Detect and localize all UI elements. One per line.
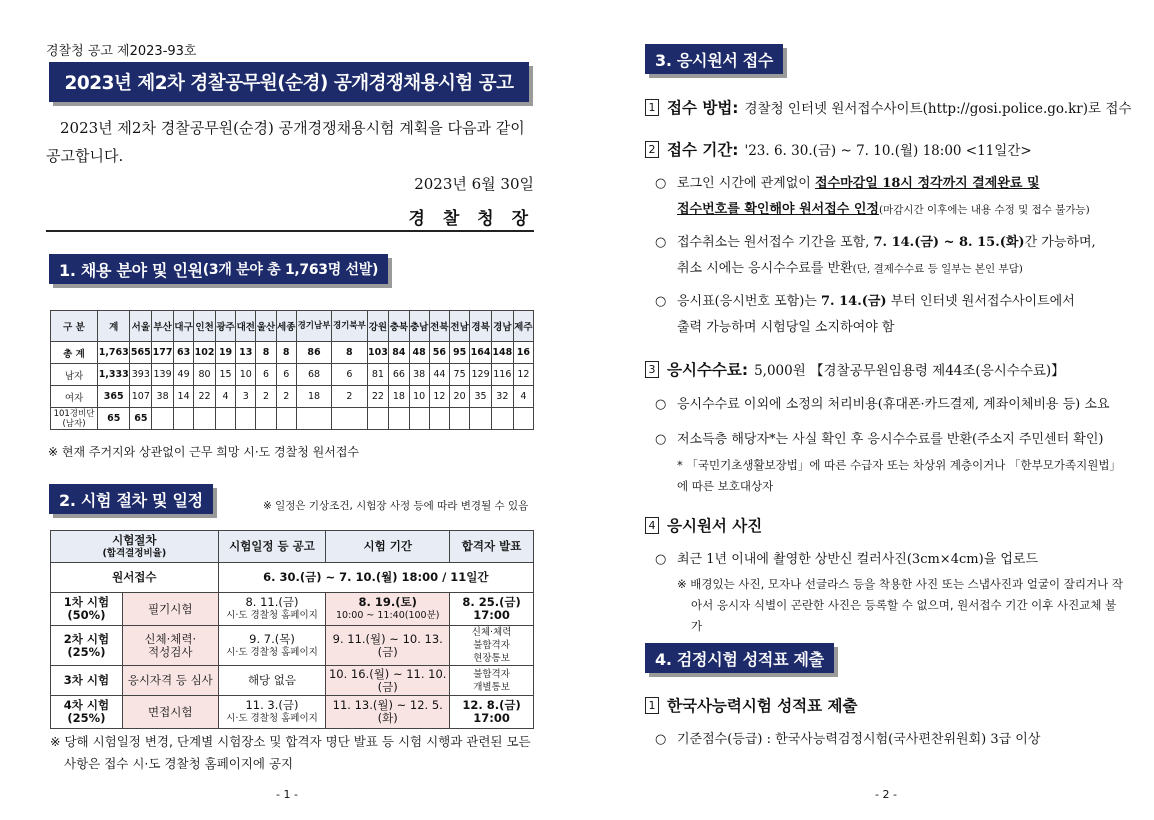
stage-2-name: [122, 626, 218, 666]
schedule-footnote: ※ 당해 시험일정 변경, 단계별 시험장소 및 합격자 명단 발표 등 시험 시행과 관련된 모든 사항은 접수 시·도 경찰청 홈페이지에 공지: [50, 734, 531, 771]
apply-period: 6. 30.(금) ~ 7. 10.(월) 18:00 / 11일간: [218, 563, 533, 593]
t1-header-cell: 부산: [152, 311, 174, 342]
bullet-fee-extra: ○ 응시수수료 이외에 소정의 처리비용(휴대폰·카드결제, 계좌이체비용 등) 소요: [655, 397, 1110, 412]
t1-cell: 12: [513, 364, 533, 386]
th-procedure: [51, 531, 219, 563]
bullet-cancel-refund: 취소 시에는 응시수수료를 반환: [677, 261, 853, 276]
item-fee-num: 3: [645, 361, 659, 378]
stage-2-result: [450, 626, 534, 666]
item-photo-num: 4: [645, 517, 659, 534]
stage-2-name-1: 신체·체력·: [144, 631, 197, 646]
item-photo-label: 응시원서 사진: [667, 517, 763, 535]
notice-number: 경찰청 공고 제2023-93호: [46, 44, 197, 59]
t1-row-label: 여자: [51, 386, 98, 408]
t1-cell: 116: [491, 364, 513, 386]
stage-3-notice: 해당 없음: [218, 666, 326, 696]
bullet-cancel-dates: 7. 14.(금) ~ 8. 15.(화): [873, 235, 1025, 250]
bullet-ticket-date: 7. 14.(금): [821, 294, 887, 309]
t1-cell: [409, 408, 429, 430]
item-method-num: 1: [645, 99, 659, 116]
t1-header-cell: 계: [98, 311, 130, 342]
t1-header-cell: 충북: [389, 311, 409, 342]
photo-note: ※ 배경있는 사진, 모자나 선글라스 등을 착용한 사진 또는 스냅사진과 얼굴이 잘리거나 작아서 응시자 식별이 곤란한 사진은 등록할 수 없으며, 원서접수 기간 이후 사진교체 불가: [677, 577, 1123, 633]
section-1-header: [49, 254, 388, 284]
stage-1-period: [326, 593, 450, 626]
t1-cell: [215, 408, 235, 430]
t1-cell: 1,333: [98, 364, 130, 386]
t1-cell: 139: [152, 364, 174, 386]
t1-cell: 2: [276, 386, 296, 408]
t1-cell: 6: [332, 364, 367, 386]
stage-4: [51, 696, 123, 729]
item-photo: [645, 514, 762, 536]
t1-row-label: 총 계: [51, 342, 98, 364]
item-method: [645, 96, 1131, 118]
bullet-cancel-small: (단, 결제수수료 등 일부는 본인 부담): [852, 263, 1023, 275]
t1-cell: 38: [409, 364, 429, 386]
page-number-1: - 1 -: [276, 788, 298, 801]
t1-cell: [152, 408, 174, 430]
t1-cell: 4: [513, 386, 533, 408]
t1-header-cell: 전북: [429, 311, 449, 342]
t1-cell: [173, 408, 193, 430]
stage-2-period: 9. 11.(월) ~ 10. 13.(금): [326, 626, 450, 666]
stage-3: 3차 시험: [51, 666, 123, 696]
t1-cell: 164: [470, 342, 492, 364]
stage-1-result: [450, 593, 534, 626]
stage-4-result-time: 17:00: [473, 711, 510, 725]
bullet-low-income: ○ 저소득층 해당자*는 사실 확인 후 응시수수료를 반환(주소지 주민센터 확인): [655, 432, 1104, 447]
divider: [46, 230, 534, 232]
bullet-photo: ○ 최근 1년 이내에 촬영한 상반신 컬러사진(3cm×4cm)을 업로드: [655, 552, 1039, 567]
t1-cell: 2: [332, 386, 367, 408]
t1-row-label: 남자: [51, 364, 98, 386]
stage-1-notice: [218, 593, 326, 626]
stage-2-result-1: 신체·체력: [471, 627, 512, 638]
t1-cell: 102: [194, 342, 216, 364]
t1-cell: [367, 408, 389, 430]
stage-1-period-date: 8. 19.(토): [358, 595, 417, 609]
t1-cell: 95: [449, 342, 469, 364]
bullet-history-text: 기준점수(등급) : 한국사능력검정시험(국사편찬위원회) 3급 이상: [677, 732, 1041, 747]
table-row: [51, 364, 534, 386]
stage-2-ratio: (25%): [67, 644, 106, 659]
t1-header-cell: 구 분: [51, 311, 98, 342]
th-notice: 시험일정 등 공고: [218, 531, 326, 563]
t1-header-cell: 경기남부: [296, 311, 331, 342]
stage-3-result-2: 개별통보: [473, 681, 510, 693]
bullet-ticket-text-3: 출력 가능하며 시험당일 소지하여야 함: [677, 320, 895, 335]
t1-cell: 148: [491, 342, 513, 364]
t1-cell: 8: [256, 342, 276, 364]
t1-cell: 107: [130, 386, 152, 408]
table-row: [51, 386, 534, 408]
t1-header-cell: 인천: [194, 311, 216, 342]
bullet-cancel-text: 접수취소는 원서접수 기간을 포함,: [677, 235, 874, 250]
table-row: [51, 408, 534, 430]
stage-2-notice-where: 시·도 경찰청 홈페이지: [226, 646, 318, 658]
t1-row-label: 101경비단(남자): [51, 408, 98, 430]
t1-cell: [389, 408, 409, 430]
item-history-exam: [645, 694, 857, 716]
schedule-note: ※ 일정은 기상조건, 시험장 사정 등에 따라 변경될 수 있음: [263, 500, 529, 512]
t1-cell: 18: [296, 386, 331, 408]
t1-cell: 48: [409, 342, 429, 364]
t1-cell: 65: [98, 408, 130, 430]
t1-cell: [470, 408, 492, 430]
stage-3-period: 10. 16.(월) ~ 11. 10.(금): [326, 666, 450, 696]
bullet-ticket-text: 응시표(응시번호 포함)는: [677, 294, 821, 309]
t1-cell: 16: [513, 342, 533, 364]
item-period-label: 접수 기간:: [667, 141, 739, 159]
bullet-history: ○ 기준점수(등급) : 한국사능력검정시험(국사편찬위원회) 3급 이상: [655, 732, 1041, 747]
t1-cell: 6: [276, 364, 296, 386]
t1-cell: 14: [173, 386, 193, 408]
stage-4-notice-where: 시·도 경찰청 홈페이지: [226, 713, 318, 724]
t1-cell: [449, 408, 469, 430]
bullet-deadline-underline-1: 접수마감일 18시 정각까지 결제완료 및: [814, 176, 1040, 191]
t1-cell: 22: [194, 386, 216, 408]
stage-4-ratio: (25%): [67, 711, 106, 725]
section-3-title: 3. 응시원서 접수: [655, 50, 774, 70]
section-4-header: [645, 643, 834, 673]
t1-header-cell: 울산: [256, 311, 276, 342]
stage-1-period-time: 10:00 ~ 11:40(100분): [335, 610, 440, 621]
t1-header-cell: 충남: [409, 311, 429, 342]
stage-3-name: 응시자격 등 심사: [122, 666, 218, 696]
t1-header-cell: 강원: [367, 311, 389, 342]
bullet-photo-text: 최근 1년 이내에 촬영한 상반신 컬러사진(3cm×4cm)을 업로드: [677, 552, 1039, 567]
stage-4-label: 4차 시험: [63, 698, 110, 712]
stage-1-notice-where: 시·도 경찰청 홈페이지: [226, 610, 318, 621]
t1-cell: [332, 408, 367, 430]
t1-cell: 103: [367, 342, 389, 364]
t1-cell: 86: [296, 342, 331, 364]
item-method-label: 접수 방법:: [667, 99, 739, 117]
stage-2-result-3: 현장통보: [473, 653, 510, 664]
item-history-num: 1: [645, 697, 659, 714]
item-history-label: 한국사능력시험 성적표 제출: [667, 697, 858, 715]
t1-cell: [236, 408, 256, 430]
t1-cell: 4: [215, 386, 235, 408]
stage-1-result-date: 8. 25.(금): [462, 595, 521, 609]
t1-cell: 68: [296, 364, 331, 386]
t1-header-cell: 경기북부: [332, 311, 367, 342]
table-row: [51, 342, 534, 364]
t1-cell: 20: [449, 386, 469, 408]
stage-2-notice-date: 9. 7.(목): [249, 631, 295, 646]
t1-cell: 6: [256, 364, 276, 386]
t1-cell: [429, 408, 449, 430]
t1-cell: 19: [215, 342, 235, 364]
t1-cell: [194, 408, 216, 430]
stage-2-name-2: 적성검사: [148, 644, 193, 659]
t1-cell: 75: [449, 364, 469, 386]
th-procedure-sub: (합격결정비율): [102, 547, 167, 559]
stage-1-notice-date: 8. 11.(금): [245, 595, 299, 609]
t1-cell: 18: [389, 386, 409, 408]
section-2-title: 2. 시험 절차 및 일정: [59, 490, 203, 510]
t1-cell: 8: [276, 342, 296, 364]
stage-4-period: 11. 13.(월) ~ 12. 5.(화): [326, 696, 450, 729]
stage-1: [51, 593, 123, 626]
t1-cell: 65: [130, 408, 152, 430]
t1-cell: 2: [256, 386, 276, 408]
stage-1-label: 1차 시험: [63, 595, 110, 609]
th-period: 시험 기간: [326, 531, 450, 563]
t1-cell: 56: [429, 342, 449, 364]
stage-4-name: 면접시험: [122, 696, 218, 729]
th-result: 합격자 발표: [450, 531, 534, 563]
stage-4-notice-date: 11. 3.(금): [245, 698, 299, 712]
t1-cell: 13: [236, 342, 256, 364]
section-1-title: 1. 채용 분야 및 인원: [59, 260, 203, 280]
t1-cell: 32: [491, 386, 513, 408]
t1-cell: 12: [429, 386, 449, 408]
t1-cell: 38: [152, 386, 174, 408]
t1-cell: 15: [215, 364, 235, 386]
item-method-text: 경찰청 인터넷 원서접수사이트(http://gosi.police.go.kr)로 접수: [744, 101, 1132, 117]
t1-cell: 81: [367, 364, 389, 386]
t1-header-cell: 서울: [130, 311, 152, 342]
t1-cell: 49: [173, 364, 193, 386]
stage-2-result-2: 불합격자: [473, 640, 510, 651]
intro-text: 2023년 제2차 경찰공무원(순경) 공개경쟁채용시험 계획을 다음과 같이 공고합니다.: [46, 119, 525, 165]
apply-label: 원서접수: [51, 563, 219, 593]
recruitment-table: [50, 310, 534, 430]
t1-cell: 3: [236, 386, 256, 408]
section-4-title: 4. 검정시험 성적표 제출: [655, 649, 824, 669]
stage-4-notice: [218, 696, 326, 729]
schedule-table: [50, 530, 534, 729]
stage-4-result: [450, 696, 534, 729]
stage-3-result-1: 불합격자: [473, 668, 510, 680]
t1-cell: [276, 408, 296, 430]
bullet-ticket: ○ 응시표(응시번호 포함)는 7. 14.(금) 부터 인터넷 원서접수사이트에서 출력 가능하며 시험당일 소지하여야 함: [655, 289, 1125, 341]
section-1-subtitle: (3개 분야 총 1,763명 선발): [202, 262, 379, 278]
item-fee-text: 5,000원 【경찰공무원임용령 제44조(응시수수료)】: [754, 363, 1065, 379]
t1-header-cell: 광주: [215, 311, 235, 342]
t1-cell: 10: [409, 386, 429, 408]
t1-header-cell: 세종: [276, 311, 296, 342]
stage-1-ratio: (50%): [67, 608, 106, 622]
signer: 경 찰 청 장: [408, 209, 534, 229]
stage-2: [51, 626, 123, 666]
t1-header-cell: 대전: [236, 311, 256, 342]
bullet-cancel-text-2: 간 가능하며,: [1024, 235, 1096, 250]
t1-cell: 35: [470, 386, 492, 408]
item-period-text: '23. 6. 30.(금) ~ 7. 10.(월) 18:00 <11일간>: [744, 143, 1032, 159]
page-number-2: - 2 -: [875, 788, 897, 801]
t1-cell: 84: [389, 342, 409, 364]
t1-header-cell: 경북: [470, 311, 492, 342]
section-3-header: [645, 44, 783, 74]
t1-cell: [256, 408, 276, 430]
t1-header-cell: 제주: [513, 311, 533, 342]
bullet-cancel: ○ 접수취소는 원서접수 기간을 포함, 7. 14.(금) ~ 8. 15.(화)간 가능하며, 취소 시에는 응시수수료를 반환(단, 결제수수료 등 일부는 본인 부담): [655, 235, 1096, 276]
bullet-deadline-small: (마감시간 이후에는 내용 수정 및 접수 불가능): [878, 204, 1090, 216]
recruitment-note: ※ 현재 주거지와 상관없이 근무 희망 시·도 경찰청 원서접수: [48, 445, 360, 459]
t1-cell: [513, 408, 533, 430]
stage-3-result: [450, 666, 534, 696]
t1-cell: 365: [98, 386, 130, 408]
bullet-ticket-text-2: 부터 인터넷 원서접수사이트에서: [886, 294, 1075, 309]
t1-cell: [491, 408, 513, 430]
bullet-fee-extra-text: 응시수수료 이외에 소정의 처리비용(휴대폰·카드결제, 계좌이체비용 등) 소요: [677, 397, 1110, 412]
page-title: 2023년 제2차 경찰공무원(순경) 공개경쟁채용시험 공고: [49, 62, 529, 102]
stage-2-label: 2차 시험: [63, 631, 110, 646]
stage-4-result-date: 12. 8.(금): [462, 698, 521, 712]
t1-cell: 8: [332, 342, 367, 364]
t1-cell: [296, 408, 331, 430]
t1-cell: 80: [194, 364, 216, 386]
notice-date: 2023년 6월 30일: [414, 175, 534, 193]
t1-cell: 22: [367, 386, 389, 408]
t1-cell: 44: [429, 364, 449, 386]
section-2-header: [49, 484, 213, 514]
stage-1-name: 필기시험: [122, 593, 218, 626]
item-fee: [645, 358, 1065, 380]
t1-header-cell: 대구: [173, 311, 193, 342]
t1-cell: 177: [152, 342, 174, 364]
stage-2-notice: [218, 626, 326, 666]
t1-cell: 63: [173, 342, 193, 364]
t1-cell: 565: [130, 342, 152, 364]
t1-cell: 129: [470, 364, 492, 386]
item-period-num: 2: [645, 141, 659, 158]
item-fee-label: 응시수수료:: [667, 361, 749, 379]
bullet-deadline-text: 로그인 시간에 관계없이: [677, 176, 815, 191]
t1-cell: 66: [389, 364, 409, 386]
bullet-deadline-underline-2: 접수번호를 확인해야 원서접수 인정: [677, 202, 879, 217]
t1-cell: 10: [236, 364, 256, 386]
bullet-deadline: ○ 로그인 시간에 관계없이 접수마감일 18시 정각까지 결제완료 및 접수번호를 확인해야 원서접수 인정(마감시간 이후에는 내용 수정 및 접수 불가능): [655, 176, 1090, 217]
t1-header-cell: 경남: [491, 311, 513, 342]
t1-cell: 1,763: [98, 342, 130, 364]
t1-header-cell: 전남: [449, 311, 469, 342]
item-period: [645, 138, 1032, 160]
th-procedure-label: 시험절차: [112, 532, 157, 547]
stage-1-result-time: 17:00: [473, 608, 510, 622]
t1-cell: 393: [130, 364, 152, 386]
bullet-low-income-text: 저소득층 해당자*는 사실 확인 후 응시수수료를 반환(주소지 주민센터 확인): [677, 432, 1104, 447]
low-income-footnote: * 「국민기초생활보장법」에 따른 수급자 또는 차상위 계층이거나 「한부모가족지원법」에 따른 보호대상자: [677, 458, 1121, 493]
